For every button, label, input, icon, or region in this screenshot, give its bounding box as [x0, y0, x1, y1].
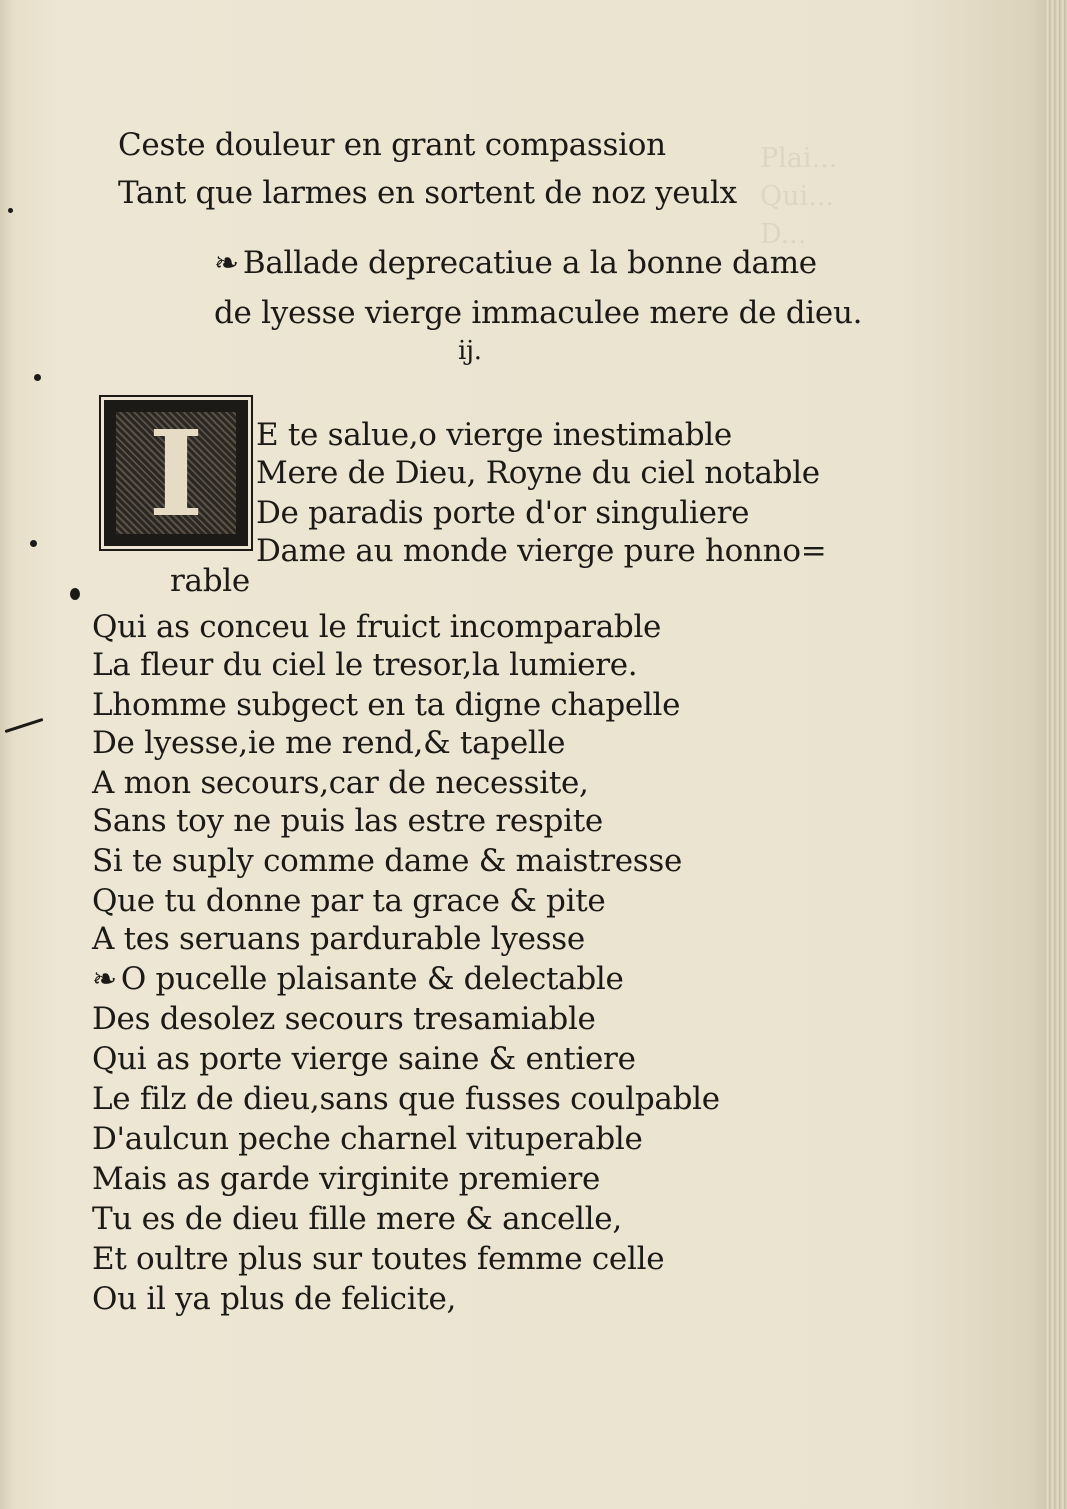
text-line-1: Ceste douleur en grant compassion — [118, 127, 666, 163]
poem-line: ❧ O pucelle plaisante & delectable — [92, 961, 624, 997]
poem-line: Sans toy ne puis las estre respite — [92, 803, 603, 839]
margin-dot — [30, 540, 37, 547]
ballade-heading-line-1: ❧ Ballade deprecatiue a la bonne dame — [214, 245, 817, 281]
decorated-initial — [104, 400, 248, 546]
fleuron-icon: ❧ — [92, 962, 117, 997]
poem-line: Si te suply comme dame & maistresse — [92, 843, 683, 879]
poem-line: Qui as conceu le fruict incomparable — [92, 609, 662, 645]
poem-line: Et oultre plus sur toutes femme celle — [92, 1241, 665, 1277]
poem-line: rable — [170, 563, 250, 599]
poem-line: De lyesse,ie me rend,& tapelle — [92, 725, 566, 761]
poem-line: Mais as garde virginite premiere — [92, 1161, 601, 1197]
margin-stroke — [5, 718, 44, 733]
poem-line: Mere de Dieu, Royne du ciel notable — [256, 455, 820, 491]
poem-line: La fleur du ciel le tresor,la lumiere. — [92, 647, 638, 683]
poem-line: Lhomme subgect en ta digne chapelle — [92, 687, 681, 723]
margin-dot — [8, 208, 13, 213]
initial-letter: I — [148, 403, 204, 543]
poem-line: Dame au monde vierge pure honno= — [256, 533, 827, 569]
poem-line: Le filz de dieu,sans que fusses coulpable — [92, 1081, 720, 1117]
text-line-2: Tant que larmes en sortent de noz yeulx — [118, 175, 737, 211]
poem-line: E te salue,o vierge inestimable — [256, 417, 732, 453]
poem-line: Tu es de dieu fille mere & ancelle, — [92, 1201, 622, 1237]
poem-line: D'aulcun peche charnel vituperable — [92, 1121, 643, 1157]
margin-dot — [70, 588, 80, 600]
margin-dot — [34, 374, 41, 381]
ballade-number: ij. — [458, 336, 482, 366]
poem-line: Des desolez secours tresamiable — [92, 1001, 596, 1037]
show-through: Plai... Qui... D... — [760, 143, 838, 250]
poem-line: De paradis porte d'or singuliere — [256, 495, 750, 531]
poem-line: Que tu donne par ta grace & pite — [92, 883, 606, 919]
page-fore-edge — [1045, 0, 1067, 1509]
fleuron-icon: ❧ — [214, 246, 239, 281]
poem-line: Ou il ya plus de felicite, — [92, 1281, 457, 1317]
poem-line: A tes seruans pardurable lyesse — [92, 921, 585, 957]
poem-line: Qui as porte vierge saine & entiere — [92, 1041, 636, 1077]
ballade-heading-line-2: de lyesse vierge immaculee mere de dieu. — [214, 295, 863, 331]
poem-line: A mon secours,car de necessite, — [92, 765, 589, 801]
